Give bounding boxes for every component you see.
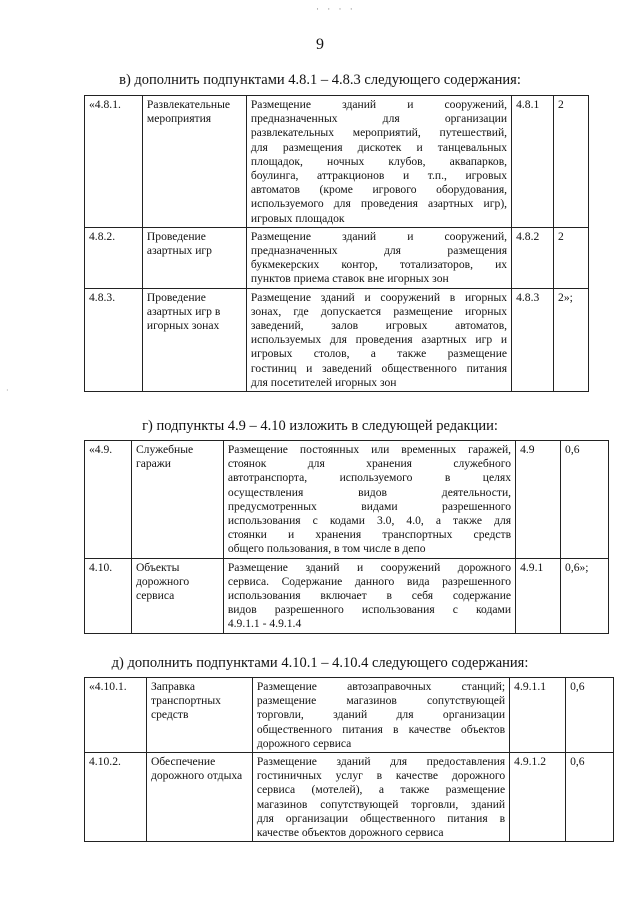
- description-line: предназначенных для организации: [250, 112, 508, 126]
- description-line: общего пользования, в том числе в депо: [227, 542, 426, 556]
- row-description: [252, 753, 509, 842]
- section-g-heading: г) подпункты 4.9 – 4.10 изложить в следующей редакции:: [142, 418, 498, 434]
- description-line: Размещение автозаправочных станций;: [256, 680, 506, 693]
- description-line: общественного питания в качестве объектов: [256, 722, 506, 736]
- section-d-table: [84, 677, 614, 842]
- section-d-heading: д) дополнить подпунктами 4.10.1 – 4.10.4 следующего содержания:: [111, 655, 529, 671]
- table-row: [85, 441, 609, 559]
- description-line: торговли, зданий для организации: [256, 708, 506, 722]
- row-name: Проведение азартных игр: [142, 227, 246, 288]
- description-line: Размещение зданий и сооружений дорожного: [227, 560, 512, 574]
- row-reference-code: 4.8.3: [512, 288, 554, 391]
- description-line: стоянок для хранения служебного: [227, 457, 512, 471]
- description-line: площадок, ночных клубов, аквапарков,: [250, 154, 508, 168]
- row-description: [252, 678, 509, 753]
- description-line: стоянки и хранения транспортных средств: [227, 528, 512, 542]
- row-code: «4.9.: [85, 441, 132, 559]
- description-line: видов разрешенного использования с кодами: [227, 603, 512, 617]
- table-row: [85, 227, 589, 288]
- row-value: 2: [554, 227, 589, 288]
- table-row: [85, 678, 614, 753]
- description-line: зонах, где допускается размещение игорных: [250, 304, 508, 318]
- row-value: 0,6: [566, 753, 614, 842]
- description-line: для размещения дискотек и танцевальных: [250, 140, 508, 154]
- row-reference-code: 4.9: [516, 441, 561, 559]
- scan-marks: · · · ·: [316, 4, 356, 14]
- description-line: для посетителей игорных зон: [250, 375, 397, 389]
- description-line: пунктов приема ставок вне игорных зон: [250, 272, 449, 286]
- description-line: предусмотренных видами разрешенного: [227, 499, 512, 513]
- row-code: 4.10.2.: [85, 753, 147, 842]
- row-reference-code: 4.9.1: [516, 558, 561, 633]
- row-value: 0,6: [561, 441, 609, 559]
- row-description: [246, 96, 511, 228]
- description-line: использования включает в себя содержание: [227, 589, 512, 603]
- row-name: Проведение азартных игр в игорных зонах: [142, 288, 246, 391]
- description-line: Размещение зданий для предоставления: [256, 755, 506, 769]
- description-line: используемых для проведения азартных игр и: [250, 333, 508, 347]
- row-description: [223, 558, 515, 633]
- description-line: автоматов (кроме игрового оборудования,: [250, 183, 508, 197]
- table-row: [85, 96, 589, 228]
- description-line: размещение магазинов сопутствующей: [256, 694, 506, 708]
- description-line: Размещение постоянных или временных гаражей,: [227, 443, 512, 456]
- row-code: 4.8.2.: [85, 227, 143, 288]
- description-line: Размещение зданий и сооружений в игорных: [250, 290, 508, 304]
- scan-artifact: ·: [6, 386, 9, 395]
- row-reference-code: 4.8.1: [512, 96, 554, 228]
- description-line: использования с кодами 3.0, 4.0, а также для: [227, 514, 512, 528]
- description-line: сервиса. Содержание данного вида разрешенного: [227, 574, 512, 588]
- description-line: боулинга, аттракционов и т.п., игровых: [250, 169, 508, 183]
- description-line: игровых площадок: [250, 211, 345, 225]
- row-value: 0,6: [566, 678, 614, 753]
- row-code: «4.10.1.: [85, 678, 147, 753]
- table-row: [85, 558, 609, 633]
- description-line: развлекательных мероприятий, путешествий,: [250, 126, 508, 140]
- description-line: автотранспорта, используемого в целях: [227, 471, 512, 485]
- description-line: 4.9.1.1 - 4.9.1.4: [227, 617, 302, 631]
- row-reference-code: 4.9.1.2: [510, 753, 566, 842]
- description-line: для организации общественного питания в: [256, 811, 506, 825]
- description-line: букмекерских контор, тотализаторов, их: [250, 258, 508, 272]
- row-name: Развлекательные мероприятия: [142, 96, 246, 228]
- description-line: дорожного сервиса: [256, 736, 352, 750]
- row-name: Объекты дорожного сервиса: [131, 558, 223, 633]
- row-name: Обеспечение дорожного отдыха: [146, 753, 252, 842]
- row-name: Заправка транспортных средств: [146, 678, 252, 753]
- row-description: [246, 227, 511, 288]
- row-name: Служебные гаражи: [131, 441, 223, 559]
- row-description: [223, 441, 515, 559]
- row-reference-code: 4.8.2: [512, 227, 554, 288]
- description-line: магазинов сопутствующей торговли, зданий: [256, 797, 506, 811]
- row-value: 0,6»;: [561, 558, 609, 633]
- page-number: 9: [316, 36, 324, 53]
- row-code: 4.10.: [85, 558, 132, 633]
- section-g-table: [84, 440, 609, 634]
- description-line: игровых столов, а также размещение: [250, 347, 508, 361]
- description-line: Размещение зданий и сооружений,: [250, 229, 508, 243]
- description-line: используемого для проведения азартных игр),: [250, 197, 508, 211]
- table-row: [85, 288, 589, 391]
- description-line: сервиса (мотелей), а также размещение: [256, 783, 506, 797]
- row-value: 2»;: [554, 288, 589, 391]
- row-reference-code: 4.9.1.1: [510, 678, 566, 753]
- section-v-heading: в) дополнить подпунктами 4.8.1 – 4.8.3 следующего содержания:: [119, 72, 521, 88]
- description-line: качестве объектов дорожного сервиса: [256, 826, 444, 840]
- table-row: [85, 753, 614, 842]
- description-line: Размещение зданий и сооружений,: [250, 98, 508, 111]
- row-value: 2: [554, 96, 589, 228]
- section-v-table: [84, 95, 589, 392]
- row-code: «4.8.1.: [85, 96, 143, 228]
- description-line: гостиниц и заведений общественного питания: [250, 361, 508, 375]
- description-line: заведений, залов игровых автоматов,: [250, 319, 508, 333]
- description-line: гостиничных услуг в качестве дорожного: [256, 769, 506, 783]
- row-code: 4.8.3.: [85, 288, 143, 391]
- description-line: осуществления видов деятельности,: [227, 485, 512, 499]
- row-description: [246, 288, 511, 391]
- description-line: предназначенных для размещения: [250, 244, 508, 258]
